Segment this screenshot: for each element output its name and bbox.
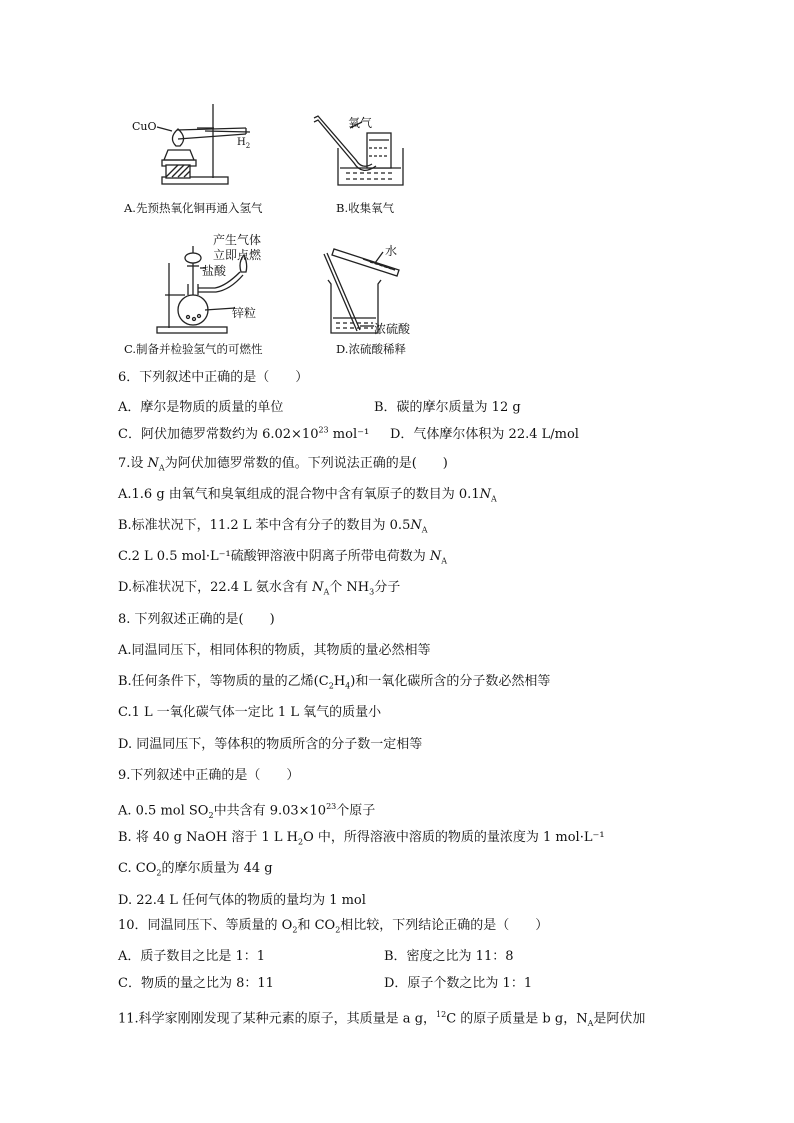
q8-option-d: D. 同温同压下，等体积的物质所含的分子数一定相等 xyxy=(118,737,423,752)
label-h2-sub: 2 xyxy=(245,142,251,150)
q9-option-c: C. $CO_2$的摩尔质量为 44 g xyxy=(118,861,273,878)
q7-option-d: D.标准状况下，22.4 L 氨水含有 $N_A$个 $NH_3$分子 xyxy=(118,580,401,597)
q8-option-c: C.1 L 一氧化碳气体一定比 1 L 氧气的质量小 xyxy=(118,705,382,720)
q11-stem: 11.科学家刚刚发现了某种元素的原子，其质量是 a g，$^{12}$C 的原子质量是 b g，$N_A$是阿伏加 xyxy=(118,1010,646,1028)
label-water: 水 xyxy=(385,244,398,258)
q9-stem: 9.下列叙述中正确的是（ ） xyxy=(118,768,300,783)
q6-option-d: D．气体摩尔体积为 22.4 L/mol xyxy=(390,427,579,442)
label-gas-line2: 立即点燃 xyxy=(213,248,262,262)
q10-stem: 10．同温同压下、等质量的 $O_2$和 $CO_2$相比较，下列结论正确的是（ ） xyxy=(118,918,549,935)
label-oxygen: 氧气 xyxy=(348,116,373,130)
caption-b: B.收集氧气 xyxy=(336,201,395,215)
q10-option-b: B．密度之比为 11：8 xyxy=(384,949,514,964)
q9-option-b: B. 将 40 g NaOH 溶于 1 L $H_2O$ 中，所得溶液中溶质的物质的量浓度为 1 mol·L⁻¹ xyxy=(118,830,605,847)
q8-stem: 8. 下列叙述正确的是( ) xyxy=(118,612,275,627)
caption-d: D.浓硫酸稀释 xyxy=(336,342,406,356)
q7-stem: 7.设 $N_A$为阿伏加德罗常数的值。下列说法正确的是( ) xyxy=(118,456,448,473)
q7-option-b: B.标准状况下，11.2 L 苯中含有分子的数目为 $0.5N_A$ xyxy=(118,518,428,535)
label-hcl: 盐酸 xyxy=(202,264,227,278)
q6-option-c: C．阿伏加德罗常数约为 $6.02\times 10^{23}$ mol⁻¹ xyxy=(118,425,370,442)
q9-option-d: D. 22.4 L 任何气体的物质的量均为 1 mol xyxy=(118,893,366,908)
q6-option-b: B．碳的摩尔质量为 12 g xyxy=(374,400,521,415)
label-sulfuric-acid: 浓硫酸 xyxy=(374,322,411,336)
q8-option-a: A.同温同压下，相同体积的物质，其物质的量必然相等 xyxy=(118,643,431,658)
label-gas-line1: 产生气体 xyxy=(213,233,262,247)
label-h2: H xyxy=(237,137,246,148)
q10-option-d: D．原子个数之比为 1：1 xyxy=(384,976,533,991)
q7-option-a: A.1.6 g 由氧气和臭氧组成的混合物中含有氧原子的数目为 $0.1N_A$ xyxy=(118,487,497,504)
label-zinc: 锌粒 xyxy=(232,306,257,320)
q8-option-b: B.任何条件下，等物质的量的乙烯$(C_2H_4)$和一氧化碳所含的分子数必然相等 xyxy=(118,674,551,691)
q10-option-c: C．物质的量之比为 8：11 xyxy=(118,976,274,991)
caption-c: C.制备并检验氢气的可燃性 xyxy=(124,342,263,356)
q9-option-a: A. 0.5 mol $SO_2$中共含有 $9.03\times 10^{23}$个原子 xyxy=(118,802,376,820)
q6-stem: 6．下列叙述中正确的是（ ） xyxy=(118,370,309,385)
label-cuo: CuO xyxy=(132,120,157,133)
q7-option-c: C.2 L 0.5 mol·L⁻¹硫酸钾溶液中阴离子所带电荷数为 $N_A$ xyxy=(118,549,448,566)
q6-option-a: A．摩尔是物质的质量的单位 xyxy=(118,400,284,415)
q10-option-a: A．质子数目之比是 1：1 xyxy=(118,949,266,964)
caption-a: A.先预热氧化铜再通入氢气 xyxy=(124,201,263,215)
